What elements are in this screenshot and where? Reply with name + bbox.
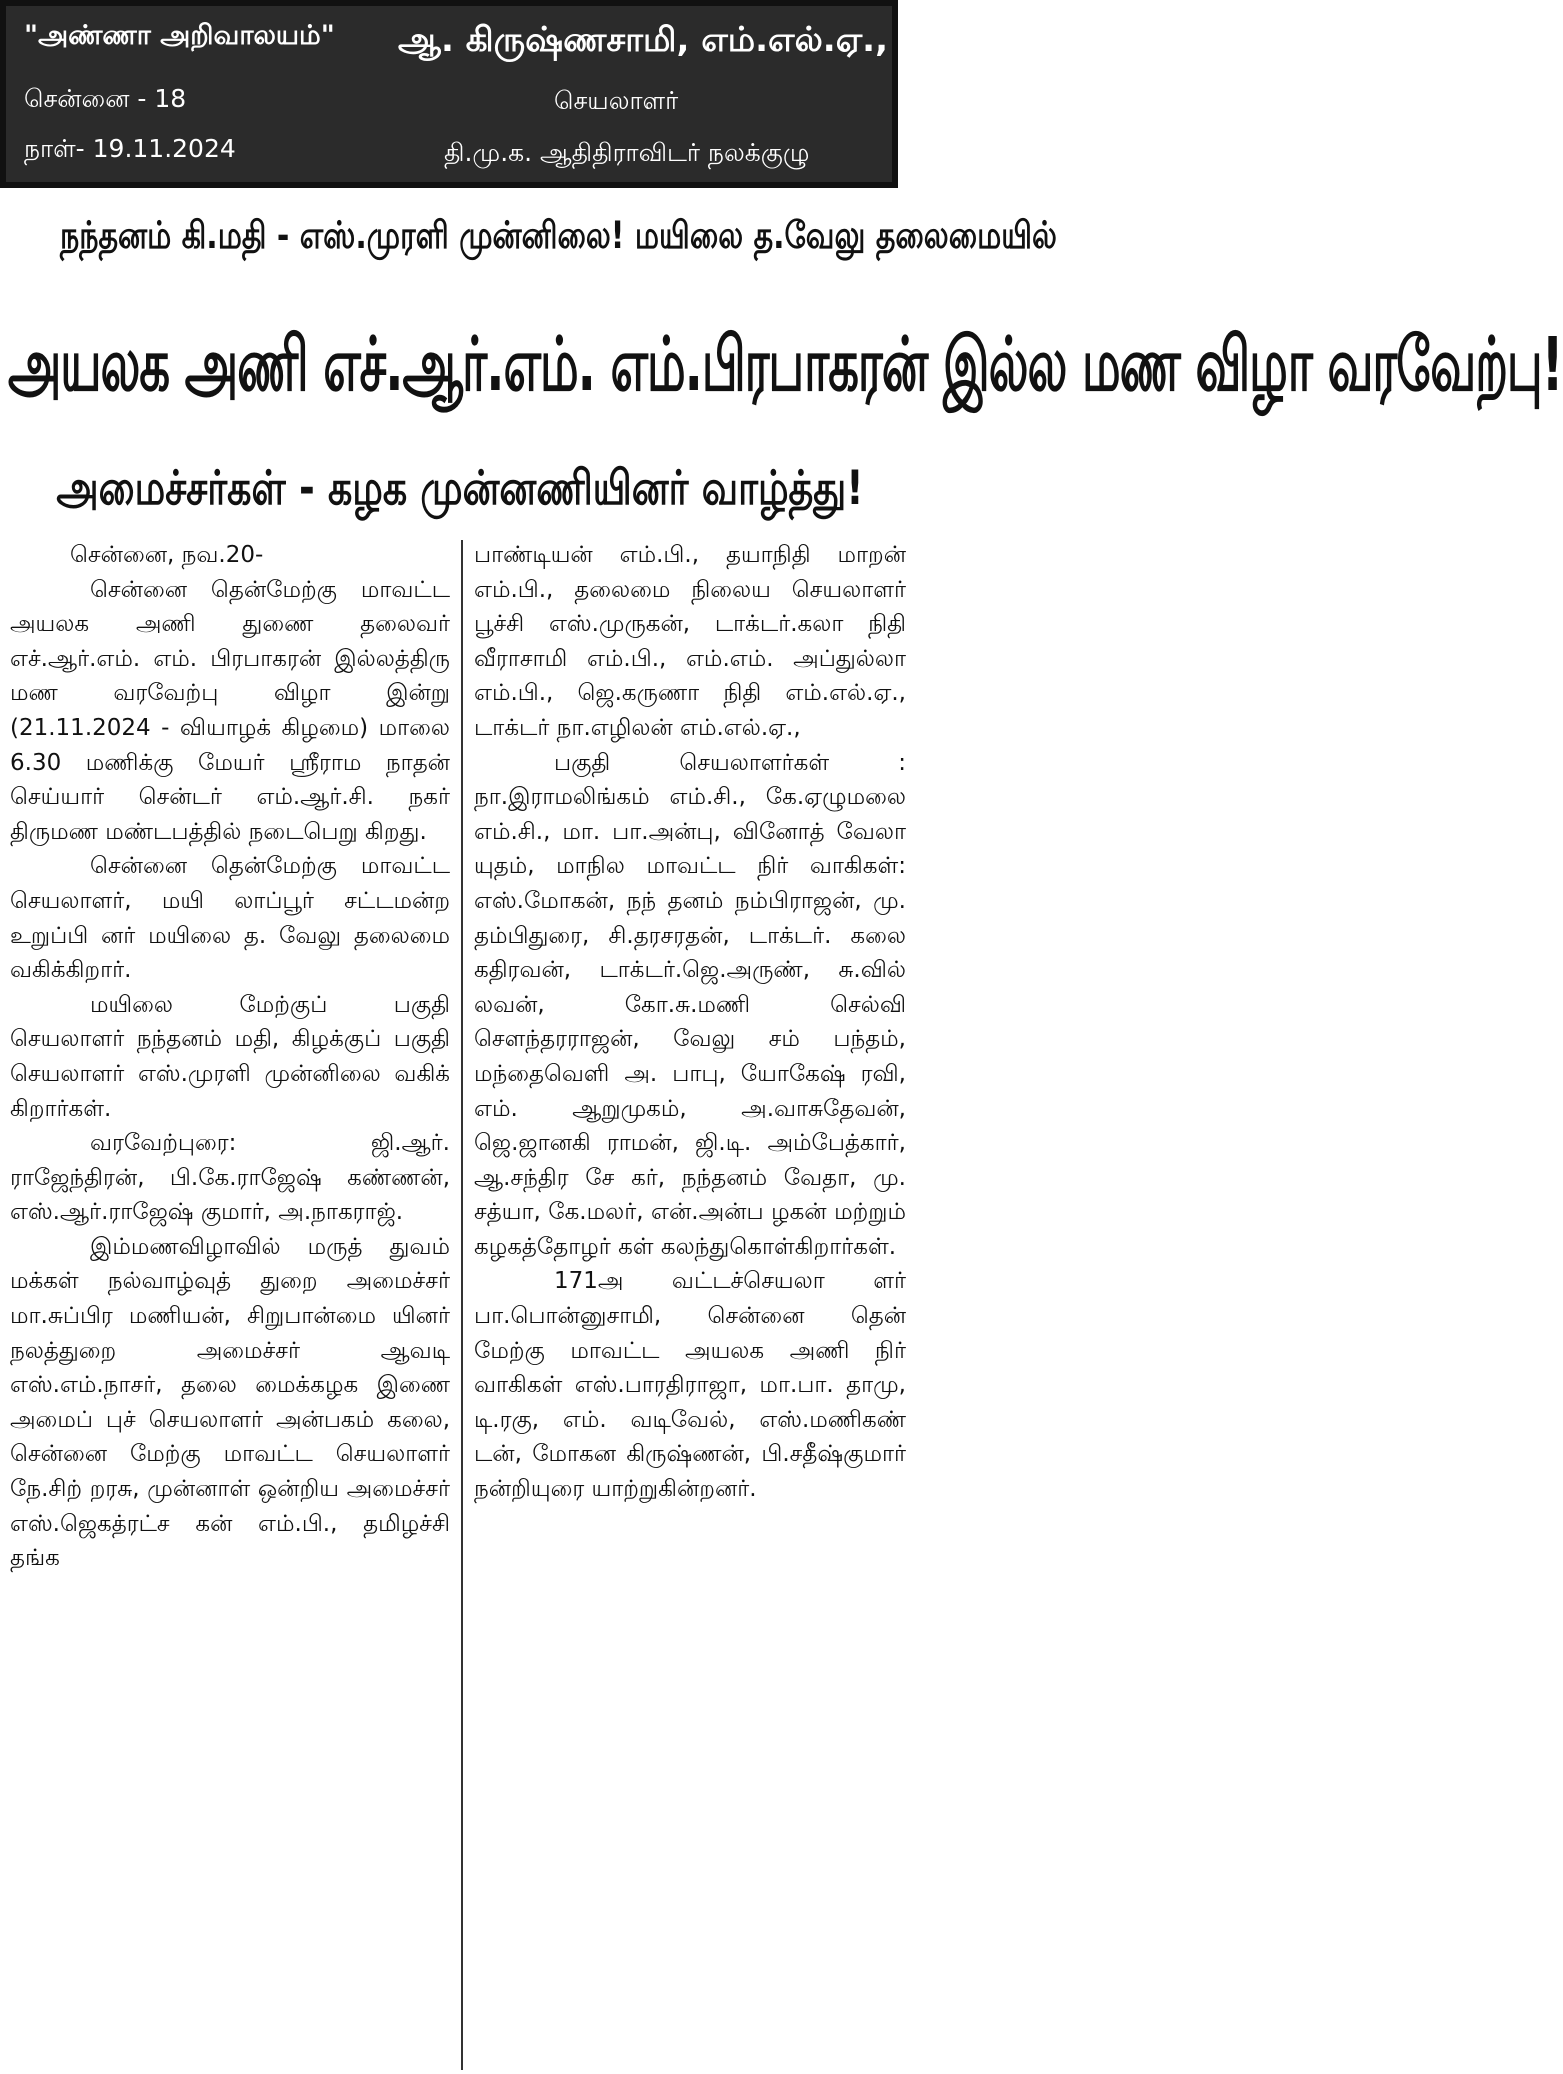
header-city: சென்னை - 18 (24, 84, 187, 113)
article-paragraph: 171அ வட்டச்செயலா ளர் பா.பொன்னுசாமி, சென்னை தென் மேற்கு மாவட்ட அயலக அணி நிர் வாகிகள் எஸ்.பாரதிராஜா, மா.பா. தாமு, டி.ரகு, எம். வடிவேல், எஸ்.மணிகண் டன், மோகன கிருஷ்ணன், பி.சதீஷ்குமார் நன்றியுரை யாற்றுகின்றனர். (474, 1268, 906, 1503)
header-designation: செயலாளர் (554, 86, 679, 115)
subheadline: அமைச்சர்கள் - கழக முன்னணியினர் வாழ்த்து! (56, 460, 864, 515)
header-wing: தி.மு.க. ஆதிதிராவிடர் நலக்குழு (444, 138, 810, 167)
strap-line: நந்தனம் கி.மதி - எஸ்.முரளி முன்னிலை! மயிலை த.வேலு தலைமையில் (60, 214, 1057, 258)
article-paragraph: மயிலை மேற்குப் பகுதி செயலாளர் நந்தனம் மதி, கிழக்குப் பகுதி செயலாளர் எஸ்.முரளி முன்னிலை வகிக் கிறார்கள். (10, 991, 450, 1122)
headline: அயலக அணி எச்.ஆர்.எம். எம்.பிரபாகரன் இல்ல மண விழா வரவேற்பு! (8, 322, 1563, 409)
article-paragraph: இம்மணவிழாவில் மருத் துவம் மக்கள் நல்வாழ்வுத் துறை அமைச்சர் மா.சுப்பிர மணியன், சிறுபான்மை யினர் நலத்துறை அமைச்சர் ஆவடி எஸ்.எம்.நாசர், தலை மைக்கழக இணை அமைப் புச் செயலாளர் அன்பகம் கலை, சென்னை மேற்கு மாவட்ட செயலாளர் நே.சிற் றரசு, முன்னாள் ஒன்றிய அமைச்சர் எஸ்.ஜெகத்ரட்ச கன் எம்.பி., தமிழச்சி தங்க (10, 1233, 450, 1572)
dateline: சென்னை, நவ.20- (70, 542, 264, 568)
header-date: நாள்- 19.11.2024 (24, 134, 236, 163)
article-paragraph: வரவேற்புரை: ஜி.ஆர். ராஜேந்திரன், பி.கே.ராஜேஷ் கண்ணன், எஸ்.ஆர்.ராஜேஷ் குமார், அ.நாகராஜ். (10, 1130, 450, 1226)
article-paragraph: சென்னை தென்மேற்கு மாவட்ட அயலக அணி துணை தலைவர் எச்.ஆர்.எம். எம். பிரபாகரன் இல்லத்திரு மண வரவேற்பு விழா இன்று (21.11.2024 - வியாழக் கிழமை) மாலை 6.30 மணிக்கு மேயர் ஸ்ரீராம நாதன் செய்யார் சென்டர் எம்.ஆர்.சி. நகர் திருமண மண்டபத்தில் நடைபெறு கிறது. (10, 576, 450, 845)
article-right-column (474, 538, 906, 1507)
header-name: ஆ. கிருஷ்ணசாமி, எம்.எல்.ஏ., (398, 20, 889, 60)
article-left-column (10, 538, 450, 1576)
letterhead-banner (0, 0, 898, 188)
column-divider (461, 540, 463, 2070)
header-venue: "அண்ணா அறிவாலயம்" (24, 20, 335, 51)
article-paragraph: சென்னை தென்மேற்கு மாவட்ட செயலாளர், மயி லாப்பூர் சட்டமன்ற உறுப்பி னர் மயிலை த. வேலு தலைமை வகிக்கிறார். (10, 853, 450, 984)
article-paragraph: பாண்டியன் எம்.பி., தயாநிதி மாறன் எம்.பி., தலைமை நிலைய செயலாளர் பூச்சி எஸ்.முருகன், டாக்டர்.கலா நிதி வீராசாமி எம்.பி., எம்.எம். அப்துல்லா எம்.பி., ஜெ.கருணா நிதி எம்.எல்.ஏ., டாக்டர் நா.எழிலன் எம்.எல்.ஏ., (474, 542, 906, 741)
article-paragraph: பகுதி செயலாளர்கள் : நா.இராமலிங்கம் எம்.சி., கே.ஏழுமலை எம்.சி., மா. பா.அன்பு, வினோத் வேலா யுதம், மாநில மாவட்ட நிர் வாகிகள்: எஸ்.மோகன், நந் தனம் நம்பிராஜன், மு. தம்பிதுரை, சி.தரசரதன், டாக்டர். கலை கதிரவன், டாக்டர்.ஜெ.அருண், சு.வில் லவன், கோ.சு.மணி செல்வி சௌந்தரராஜன், வேலு சம் பந்தம், மந்தைவெளி அ. பாபு, யோகேஷ் ரவி, எம். ஆறுமுகம், அ.வாசுதேவன், ஜெ.ஜானகி ராமன், ஜி.டி. அம்பேத்கார், ஆ.சந்திர சே கர், நந்தனம் வேதா, மு. சத்யா, கே.மலர், என்.அன்ப ழகன் மற்றும் கழகத்தோழர் கள் கலந்துகொள்கிறார்கள். (474, 749, 906, 1260)
